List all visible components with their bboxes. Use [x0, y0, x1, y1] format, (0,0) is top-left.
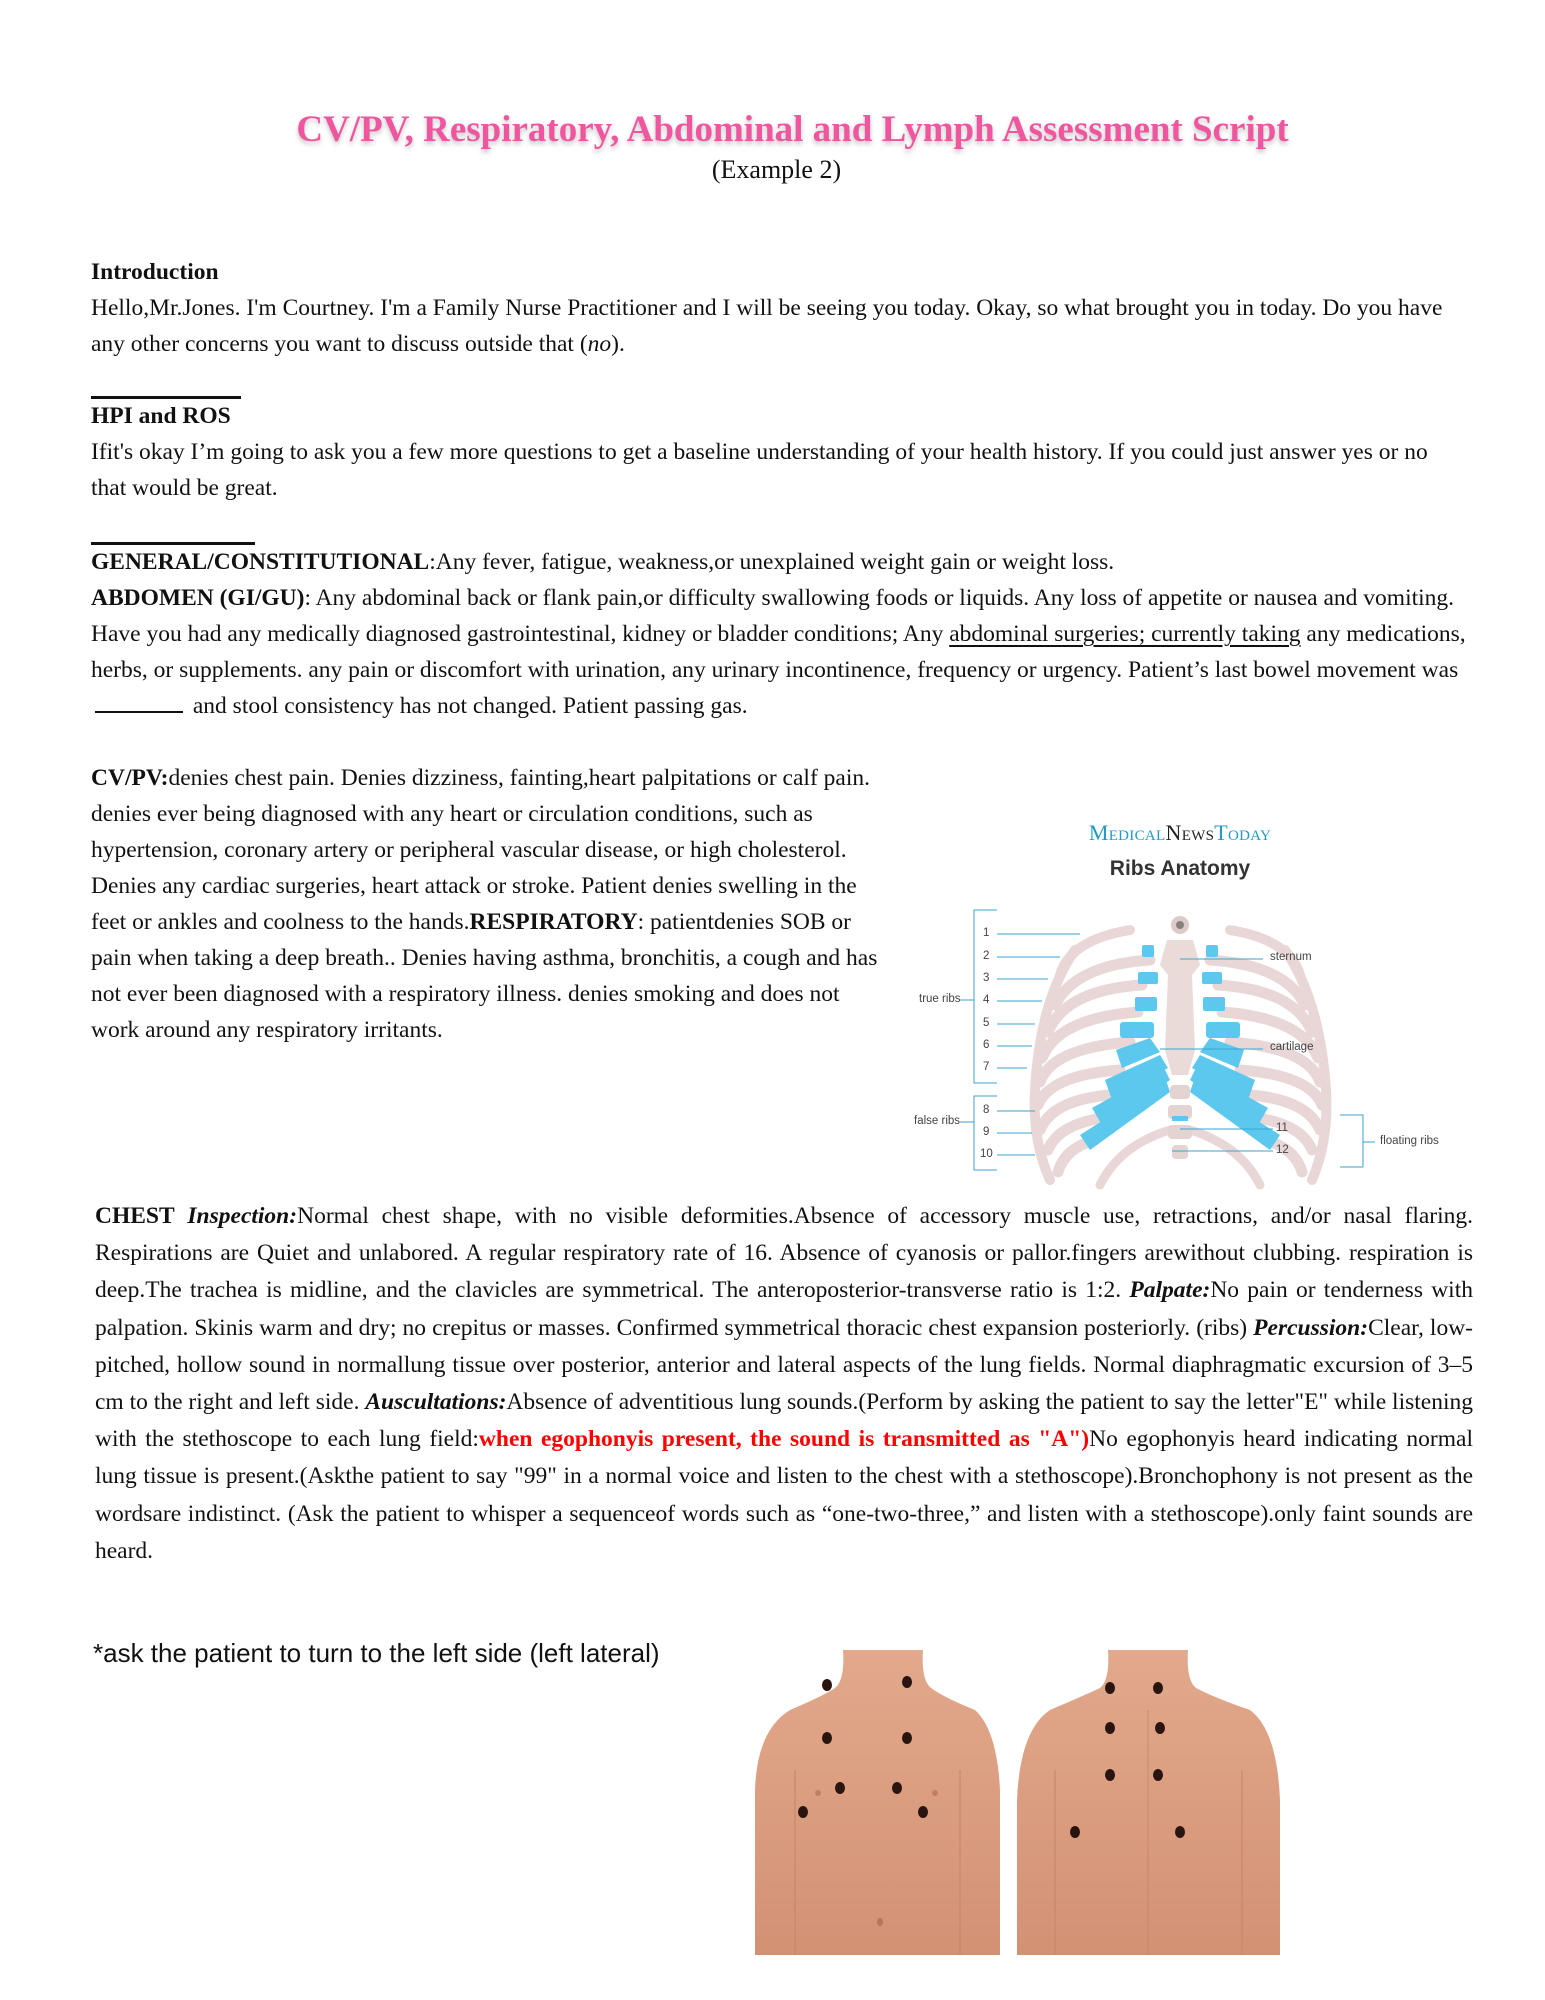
rib-number: 8 — [983, 1104, 990, 1116]
cvpv-label: CV/PV: — [91, 765, 169, 791]
false-ribs-label: false ribs — [914, 1115, 961, 1127]
palpate-label: Palpate: — [1129, 1277, 1211, 1304]
document-subtitle: (Example 2) — [711, 155, 842, 184]
cvpv-respiratory-paragraph — [91, 760, 881, 1048]
rib-cage-illustration — [880, 800, 1480, 1190]
document-title: CV/PV, Respiratory, Abdominal and Lymph Assessment Script — [296, 109, 1289, 150]
rib-number: 11 — [1276, 1122, 1288, 1134]
abdomen-label: ABDOMEN (GI/GU) — [91, 585, 305, 611]
introduction-text-end: ). — [611, 331, 625, 357]
rib-number: 7 — [983, 1061, 990, 1073]
rib-number: 4 — [983, 994, 990, 1006]
chest-assessment-paragraph — [95, 1198, 1473, 1570]
respiratory-text: : patientdenies SOB or pain when taking a deep breath.. Denies having asthma, bronchitis, a cough and has not ever been diagnosed with a respiratory illness. denies smoking and does not work around any respiratory irritants. — [91, 909, 878, 1043]
cartilage-label: cartilage — [1270, 1041, 1314, 1053]
hpi-text: Ifit's okay I’m going to ask you a few more questions to get a baseline understanding of your health history. If you could just answer yes or no that would be great. — [91, 439, 1428, 501]
general-text: :Any fever, fatigue, weakness,or unexplained weight gain or weight loss. — [429, 549, 1115, 575]
introduction-text-part: Hello,Mr.Jones. I'm Courtney. I'm a Family Nurse Practitioner and I will be seeing you today. Okay, so what brought you in today. Do you have any other concerns you want to discuss outside that ( — [91, 295, 1443, 357]
rib-number: 6 — [983, 1039, 990, 1051]
rib-number: 1 — [983, 927, 990, 939]
torso-front-back-illustration — [755, 1650, 1355, 1960]
abdomen-underlined-text: abdominal surgeries; currently taking — [949, 621, 1301, 647]
inspection-text: Normal chest shape, with no visible deformities.Absence of accessory muscle use, retractions, and/or nasal flaring. Respirations are Quiet and unlabored. A regular respiratory rate of 16. Absence of cyanosis or pallor.fingers arewithout clubbing. respiration is deep.The trachea is midline, and the clavicles are symmetrical. The anteroposterior-transverse ratio is 1:2. — [95, 1203, 1474, 1304]
abdomen-text-2: any medications, herbs, or supplements. any pain or discomfort with urination, any urinary incontinence, frequency or urgency. Patient’s last bowel movement was — [91, 621, 1466, 683]
introduction-heading: Introduction — [91, 259, 219, 285]
introduction-italic: no — [587, 331, 612, 357]
medical-news-today-logo: MEDICALNEWSTODAY — [1088, 820, 1272, 845]
cvpv-text: denies chest pain. Denies dizziness, fainting,heart palpitations or calf pain. denies ever being diagnosed with any heart or circulation conditions, such as hypertension, coronary artery or peripheral vascular disease, or high cholesterol. Denies any cardiac surgeries, heart attack or stroke. Patient denies swelling in the feet or ankles and coolness to the hands. — [91, 765, 870, 935]
inspection-label: Inspection: — [187, 1203, 298, 1229]
sternum-label: sternum — [1270, 951, 1312, 963]
true-ribs-label: true ribs — [919, 993, 961, 1005]
auscultation-text: Absence of adventitious lung sounds.(Perform by asking the patient to say the letter"E" while listening with the stethoscope to each lung field: — [95, 1389, 1473, 1453]
introduction-text — [91, 290, 1461, 362]
ribs-anatomy-figure — [880, 800, 1480, 1190]
auscultation-label: Auscultations: — [365, 1389, 507, 1416]
percussion-label: Percussion: — [1253, 1314, 1369, 1341]
left-lateral-instruction: *ask the patient to turn to the left side (left lateral) — [93, 1638, 660, 1668]
ros-general-abdomen — [91, 544, 1491, 724]
hpi-heading: HPI and ROS — [91, 403, 231, 429]
respiratory-label: RESPIRATORY — [469, 909, 638, 935]
rib-number: 5 — [983, 1017, 990, 1029]
general-line — [91, 544, 1491, 580]
abdomen-text-3: and stool consistency has not changed. Patient passing gas. — [192, 693, 748, 719]
abdomen-text: : Any abdominal back or flank pain,or difficulty swallowing foods or liquids. Any loss of appetite or nausea and vomiting. Have you had any medically diagnosed gastrointestinal, kidney or bladder conditions; Any — [91, 585, 1455, 647]
auscultation-final-text: No egophonyis heard indicating normal lung tissue is present.(Askthe patient to say "99" in a normal voice and listen to the chest with a stethoscope).Bronchophony is not present as the wordsare indistinct. (Ask the patient to whisper a sequenceof words such as “one-two-three,” and listen with a stethoscope).only faint sounds are heard. — [95, 1426, 1473, 1564]
floating-ribs-label: floating ribs — [1380, 1135, 1439, 1147]
rib-number: 10 — [980, 1148, 993, 1160]
rib-number: 12 — [1276, 1144, 1289, 1156]
auscultation-sites-figure — [755, 1650, 1355, 1960]
chest-label: CHEST — [95, 1203, 175, 1229]
general-label: GENERAL/CONSTITUTIONAL — [91, 549, 430, 575]
ribs-figure-title: Ribs Anatomy — [1109, 857, 1251, 880]
bowel-movement-blank-field[interactable] — [95, 691, 183, 713]
abdomen-paragraph — [91, 580, 1471, 724]
egophony-highlight: when egophonyis present, the sound is transmitted as "A") — [478, 1426, 1090, 1453]
rib-number: 9 — [983, 1126, 990, 1138]
palpate-text: No pain or tenderness with palpation. Skinis warm and dry; no crepitus or masses. Confirmed symmetrical thoracic chest expansion posteriorly. (ribs) — [95, 1277, 1473, 1341]
percussion-text: Clear, low-pitched, hollow sound in normallung tissue over posterior, anterior and lateral aspects of the lung fields. Normal diaphragmatic excursion of 3–5 cm to the right and left side. — [95, 1314, 1473, 1416]
rib-number: 3 — [983, 972, 990, 984]
rib-number: 2 — [983, 950, 990, 962]
